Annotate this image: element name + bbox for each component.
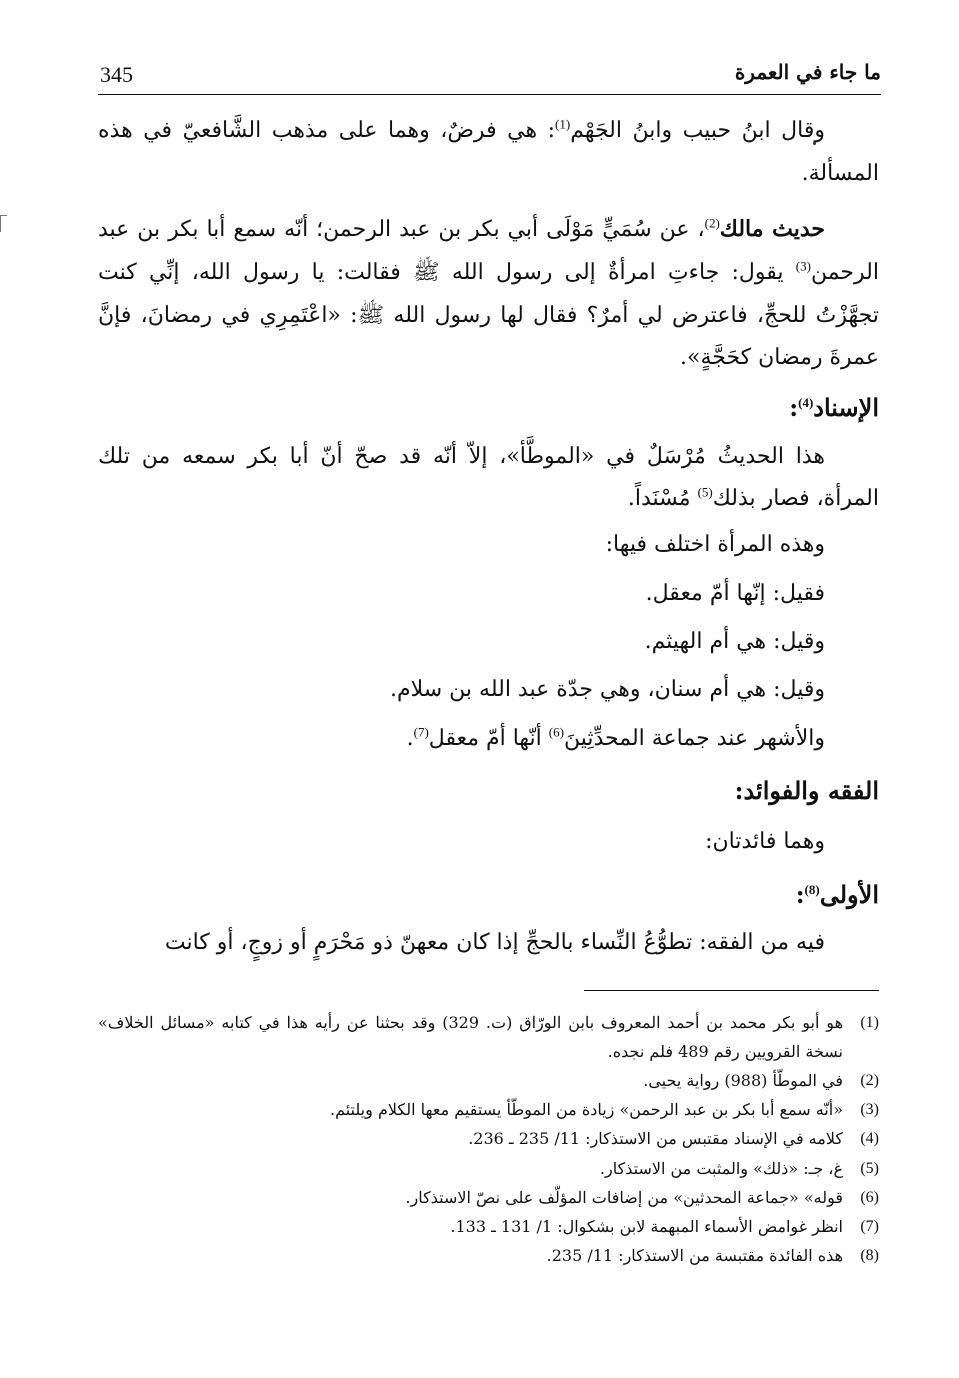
fiqh-intro: وهما فائدتان: [705,829,825,855]
footnote-ref-8: (8) [804,881,820,897]
opinion-4-text-b: أنّها أمّ معقل [428,725,549,751]
footnote-text: غ، جـ: «ذلك» والمثبت من الاستذكار. [599,1158,843,1178]
footnote-number: (3) [860,1101,879,1119]
footnote-divider [584,990,879,991]
footnote-ref-4: (4) [798,395,814,411]
main-text [98,110,879,965]
footnote-number: (2) [860,1072,879,1090]
isnad-paragraph [98,436,879,522]
isnad-heading-text: الإسناد [813,393,879,423]
opinion-4-text-a: والأشهر عند جماعة المحدِّثِينَ [563,725,825,751]
footnote-ref-2: (2) [704,215,720,231]
isnad-heading [98,386,879,429]
footnote-text: في الموطّأ (988) رواية يحيى. [643,1071,843,1091]
first-benefit-paragraph: فيه من الفقه: تطوُّعُ النِّساء بالحجِّ إذا كان معهنّ ذو مَحْرَمٍ أو زوجٍ، أو كانت [164,930,825,956]
hadith-paragraph [98,208,879,381]
paragraph-1-text-b: : هي فرضٌ، وهما على مذهب الشَّافعيّ في هذه المسألة. [98,118,879,186]
opinion-2: وقيل: هي أم الهيثم. [644,629,825,655]
hadith-text-a: ، عن سُمَيٍّ مَوْلَى أبي بكر بن عبد الرحمن؛ أنّه سمع أبا بكر بن عبد الرحمن [98,216,879,285]
first-benefit-colon: : [795,879,805,909]
running-title: ما جاء في العمرة [734,60,881,84]
footnote-number: (5) [860,1159,879,1177]
first-benefit-heading [98,873,879,916]
footnote-item [98,1154,879,1183]
paragraph-1 [98,110,879,196]
footnote-text: قوله» «جماعة المحدثين» من إضافات المؤلّف على نصّ الاستذكار. [405,1187,843,1207]
footnote-item [98,1095,879,1124]
footnote-item [98,1212,879,1241]
hadith-lead: حديث مالك [719,215,826,242]
paragraph-1-text-a: وقال ابنُ حبيب وابنُ الجَهْم [570,118,825,143]
footnote-text: «أنّه سمع أبا بكر بن عبد الرحمن» زيادة من الموطّأ يستقيم معها الكلام ويلتئم. [329,1100,843,1120]
isnad-text-a: هذا الحديثُ مُرْسَلٌ في «الموطَّأ»، إلاّ أنّه قد صحّ أنّ أبا بكر سمعه من تلك المرأة، فصار بذلك [98,443,879,512]
first-benefit-heading-text: الأولى [819,879,879,909]
margin-mark [0,215,7,232]
footnote-number: (7) [860,1217,879,1235]
footnote-text: كلامه في الإسناد مقتبس من الاستذكار: 11/ 235 ـ 236. [468,1129,843,1149]
footnote-text: هو أبو بكر محمد بن أحمد المعروف بابن الورّاق (ت. 329) وقد بحثنا عن رأيه هذا في كتابه «مسائل الخلاف» نسخة القرويين رقم 489 فلم نجده. [98,1013,844,1062]
opinion-1: فقيل: إنّها أمّ معقل. [645,580,825,606]
footnote-ref-7: (7) [413,724,429,740]
isnad-heading-colon: : [789,393,799,423]
fiqh-heading: الفقه والفوائد: [734,776,879,806]
footnote-text: هذه الفائدة مقتبسة من الاستذكار: 11/ 235. [546,1245,843,1265]
footnote-ref-5: (5) [697,485,713,501]
isnad-text-b: مُسْنَداً. [627,486,698,512]
footnote-number: (6) [860,1188,879,1206]
hadith-text-b: يقول: جاءتِ امرأةٌ إلى رسول الله ﷺ فقالت: يا رسول الله، إنِّي كنت تجهَّزْتُ للحجِّ، فاعترض لي أمرٌ؟ فقال لها رسول الله ﷺ: «اعْتَمِرِي في رمضانَ، فإنَّ عمرةَ رمضان كحَجَّةٍ». [98,259,879,371]
footnote-item [98,1241,879,1270]
opinion-4 [98,715,825,763]
footnote-item [98,1008,879,1066]
footnote-number: (4) [860,1130,879,1148]
page-number: 345 [100,62,133,87]
opinion-3: وقيل: هي أم سنان، وهي جدّة عبد الله بن سلام. [390,677,825,703]
footnote-ref-3: (3) [795,258,811,274]
footnote-item [98,1066,879,1095]
footnote-ref-1: (1) [555,116,571,132]
footnote-number: (8) [860,1246,879,1264]
footnote-item [98,1124,879,1153]
page-header [98,56,881,95]
opinion-4-text-c: . [406,725,414,751]
footnote-ref-6: (6) [548,724,564,740]
footnotes [98,1008,879,1270]
footnote-text: انظر غوامض الأسماء المبهمة لابن بشكوال: 1/ 131 ـ 133. [450,1216,843,1236]
isnad-intro: وهذه المرأة اختلف فيها: [605,532,825,558]
footnote-number: (1) [860,1014,879,1031]
footnote-item [98,1183,879,1212]
